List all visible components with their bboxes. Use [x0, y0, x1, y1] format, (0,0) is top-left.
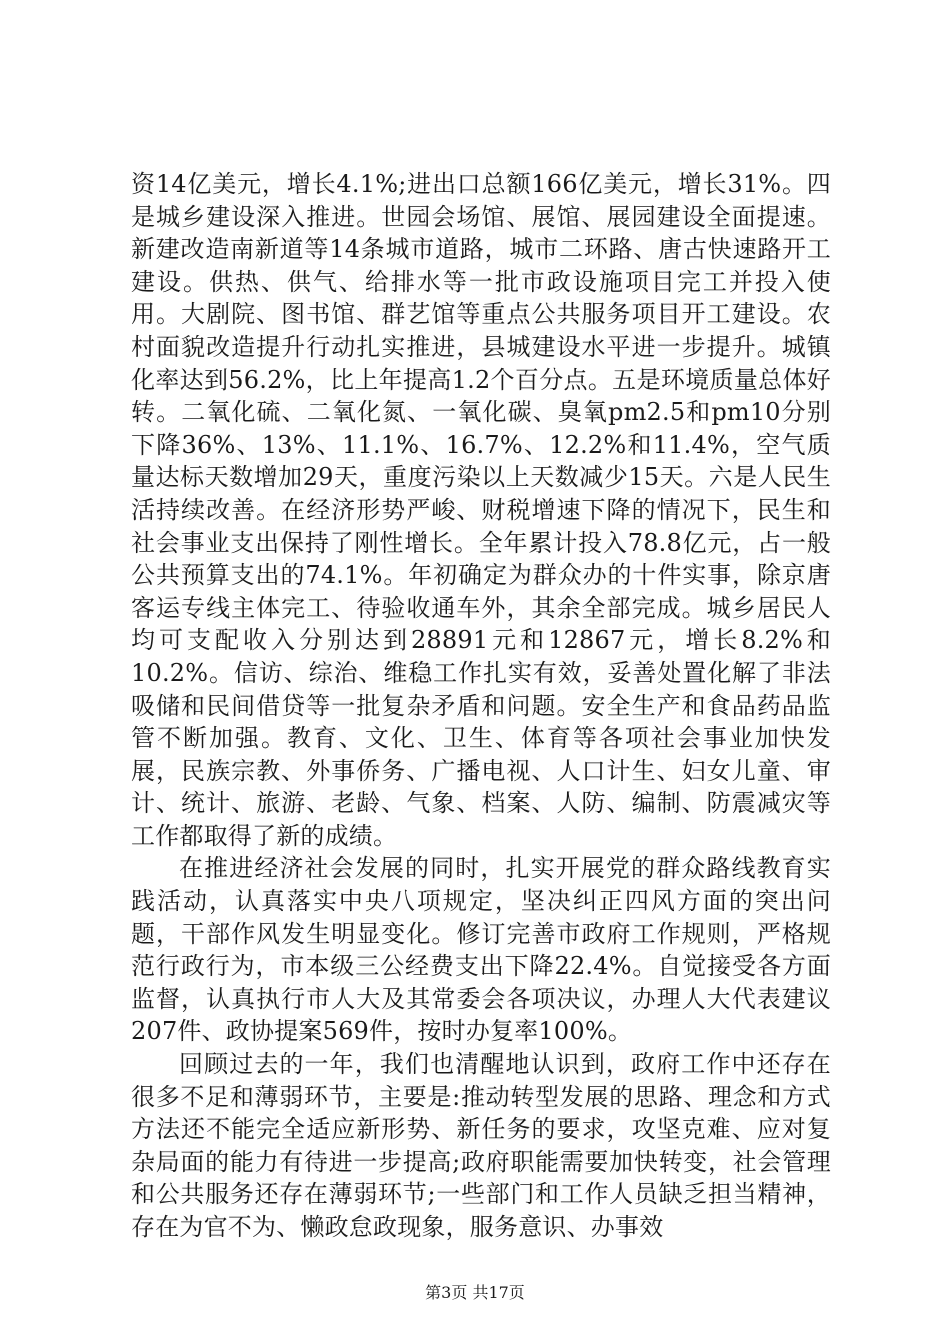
paragraph-1: 资14亿美元，增长4.1%;进出口总额166亿美元，增长31%。四是城乡建设深入推进。世园会场馆、展馆、展园建设全面提速。新建改造南新道等14条城市道路，城市二环路、唐古快速路开工建设。供热、供气、给排水等一批市政设施项目完工并投入使用。大剧院、图书馆、群艺馆等重点公共服务项目开工建设。农村面貌改造提升行动扎实推进，县城建设水平进一步提升。城镇化率达到56.2%，比上年提高1.2个百分点。五是环境质量总体好转。二氧化硫、二氧化氮、一氧化碳、臭氧pm2.5和pm10分别下降36%、13%、11.1%、16.7%、12.2%和11.4%，空气质量达标天数增加29天，重度污染以上天数减少15天。六是人民生活持续改善。在经济形势严峻、财税增速下降的情况下，民生和社会事业支出保持了刚性增长。全年累计投入78.8亿元，占一般公共预算支出的74.1%。年初确定为群众办的十件实事，除京唐客运专线主体完工、待验收通车外，其余全部完成。城乡居民人均可支配收入分别达到28891元和12867元，增长8.2%和10.2%。信访、综治、维稳工作扎实有效，妥善处置化解了非法吸储和民间借贷等一批复杂矛盾和问题。安全生产和食品药品监管不断加强。教育、文化、卫生、体育等各项社会事业加快发展，民族宗教、外事侨务、广播电视、人口计生、妇女儿童、审计、统计、旅游、老龄、气象、档案、人防、编制、防震减灾等工作都取得了新的成绩。 — [131, 170, 831, 850]
document-body — [131, 168, 831, 1244]
paragraph-2: 在推进经济社会发展的同时，扎实开展党的群众路线教育实践活动，认真落实中央八项规定，坚决纠正四风方面的突出问题，干部作风发生明显变化。修订完善市政府工作规则，严格规范行政行为，市本级三公经费支出下降22.4%。自觉接受各方面监督，认真执行市人大及其常委会各项决议，办理人大代表建议207件、政协提案569件，按时办复率100%。 — [131, 854, 831, 1046]
paragraph-3: 回顾过去的一年，我们也清醒地认识到，政府工作中还存在很多不足和薄弱环节，主要是:推动转型发展的思路、理念和方式方法还不能完全适应新形势、新任务的要求，攻坚克难、应对复杂局面的能力有待进一步提高;政府职能需要加快转变，社会管理和公共服务还存在薄弱环节;一些部门和工作人员缺乏担当精神，存在为官不为、懒政怠政现象，服务意识、办事效 — [131, 1050, 831, 1241]
page-footer: 第3页 共17页 — [425, 1283, 525, 1302]
